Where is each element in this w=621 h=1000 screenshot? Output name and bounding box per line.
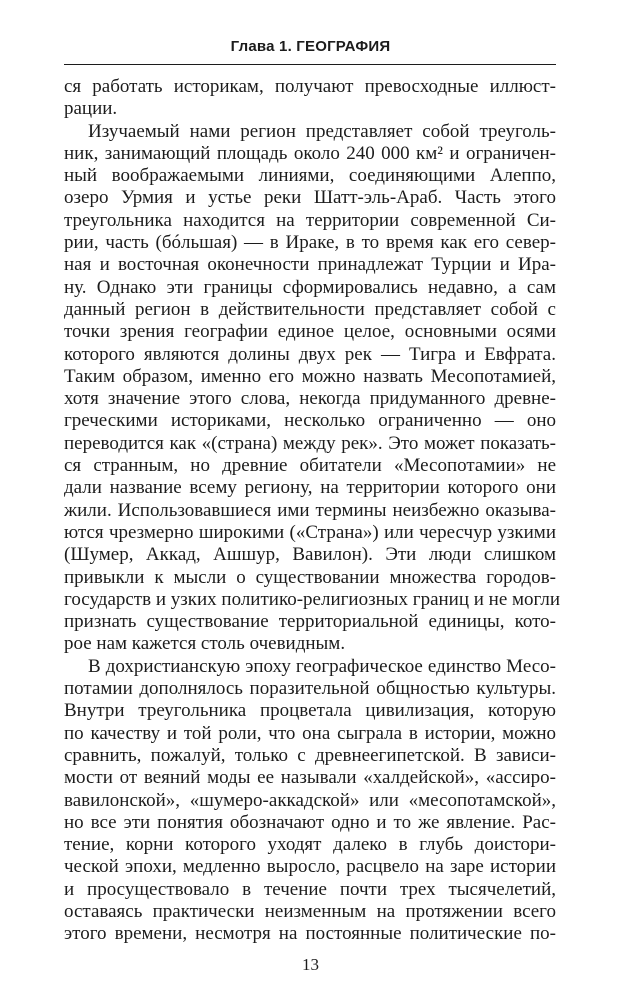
text-line: государств и узких политико-религиозных границ и не могли bbox=[64, 588, 561, 610]
text-line: ся странным, но древние обитатели «Месопотамии» не bbox=[64, 455, 556, 477]
text-line: потамии дополнялось поразительной общностью культуры. bbox=[64, 678, 556, 700]
text-line: тение, корни которого уходят далеко в глубь доистори- bbox=[64, 834, 556, 856]
text-line: этого времени, несмотря на постоянные политические по- bbox=[64, 923, 556, 945]
text-line: озеро Урмия и устье реки Шатт-эль-Араб. Часть этого bbox=[64, 187, 556, 209]
text-line: ческой эпохи, медленно выросло, расцвело на заре истории bbox=[64, 856, 556, 878]
text-line: но все эти понятия обозначают одно и то же явление. Рас- bbox=[64, 811, 556, 833]
text-line: жили. Использовавшиеся ими термины неизбежно оказыва- bbox=[64, 499, 556, 521]
text-line: ная и восточная оконечности принадлежат Турции и Ира- bbox=[64, 254, 556, 276]
text-line: которого являются долины двух рек — Тигра и Евфрата. bbox=[64, 343, 556, 365]
text-line: Внутри треугольника процветала цивилизация, которую bbox=[64, 700, 556, 722]
text-line: вавилонской», «шумеро-аккадской» или «месопотамской», bbox=[64, 789, 556, 811]
text-line: мости от веяний моды ее называли «халдейской», «ассиро- bbox=[64, 767, 556, 789]
text-line: признать существование территориальной единицы, кото- bbox=[64, 611, 556, 633]
text-line: рое нам кажется столь очевидным. bbox=[64, 633, 346, 655]
text-line: рации. bbox=[64, 98, 118, 120]
text-line: и просуществовало в течение почти трех тысячелетий, bbox=[64, 878, 556, 900]
text-line: греческими историками, несколько ограниченно — оно bbox=[64, 410, 556, 432]
text-line: по качеству и той роли, что она сыграла в истории, можно bbox=[64, 722, 556, 744]
text-line: сравнить, пожалуй, только с древнеегипетской. В зависи- bbox=[64, 744, 556, 766]
text-line: Изучаемый нами регион представляет собой треуголь- bbox=[88, 120, 556, 142]
text-line: Таким образом, именно его можно назвать Месопотамией, bbox=[64, 365, 556, 387]
text-line: ный воображаемыми линиями, соединяющими Алеппо, bbox=[64, 165, 556, 187]
page-number: 13 bbox=[302, 955, 319, 974]
text-line: оставаясь практически неизменным на протяжении всего bbox=[64, 900, 556, 922]
text-line: ются чрезмерно широкими («Страна») или чересчур узкими bbox=[64, 521, 556, 543]
running-header: Глава 1. ГЕОГРАФИЯ bbox=[230, 38, 391, 55]
text-line: ник, занимающий площадь около 240 000 км² и ограничен- bbox=[64, 142, 556, 164]
text-line: В дохристианскую эпоху географическое единство Месо- bbox=[88, 655, 556, 677]
text-line: рии, часть (бóльшая) — в Ираке, в то время как его север- bbox=[64, 232, 556, 254]
header-divider bbox=[64, 64, 556, 65]
text-line: (Шумер, Аккад, Ашшур, Вавилон). Эти люди слишком bbox=[64, 544, 556, 566]
text-line: ну. Однако эти границы сформировались недавно, а сам bbox=[64, 276, 556, 298]
text-line: переводится как «(страна) между рек». Это может показать- bbox=[64, 432, 556, 454]
text-line: точки зрения географии единое целое, основными осями bbox=[64, 321, 556, 343]
text-line: дали название всему региону, на территории которого они bbox=[64, 477, 556, 499]
text-line: ся работать историкам, получают превосходные иллюст- bbox=[64, 76, 556, 97]
text-line: привыкли к мысли о существовании множества городов- bbox=[64, 566, 556, 588]
text-line: данный регион в действительности представляет собой с bbox=[64, 298, 556, 320]
text-line: хотя значение этого слова, некогда придуманного древне- bbox=[64, 388, 556, 410]
page-body bbox=[64, 76, 561, 946]
text-line: треугольника находится на территории современной Си- bbox=[64, 209, 556, 231]
